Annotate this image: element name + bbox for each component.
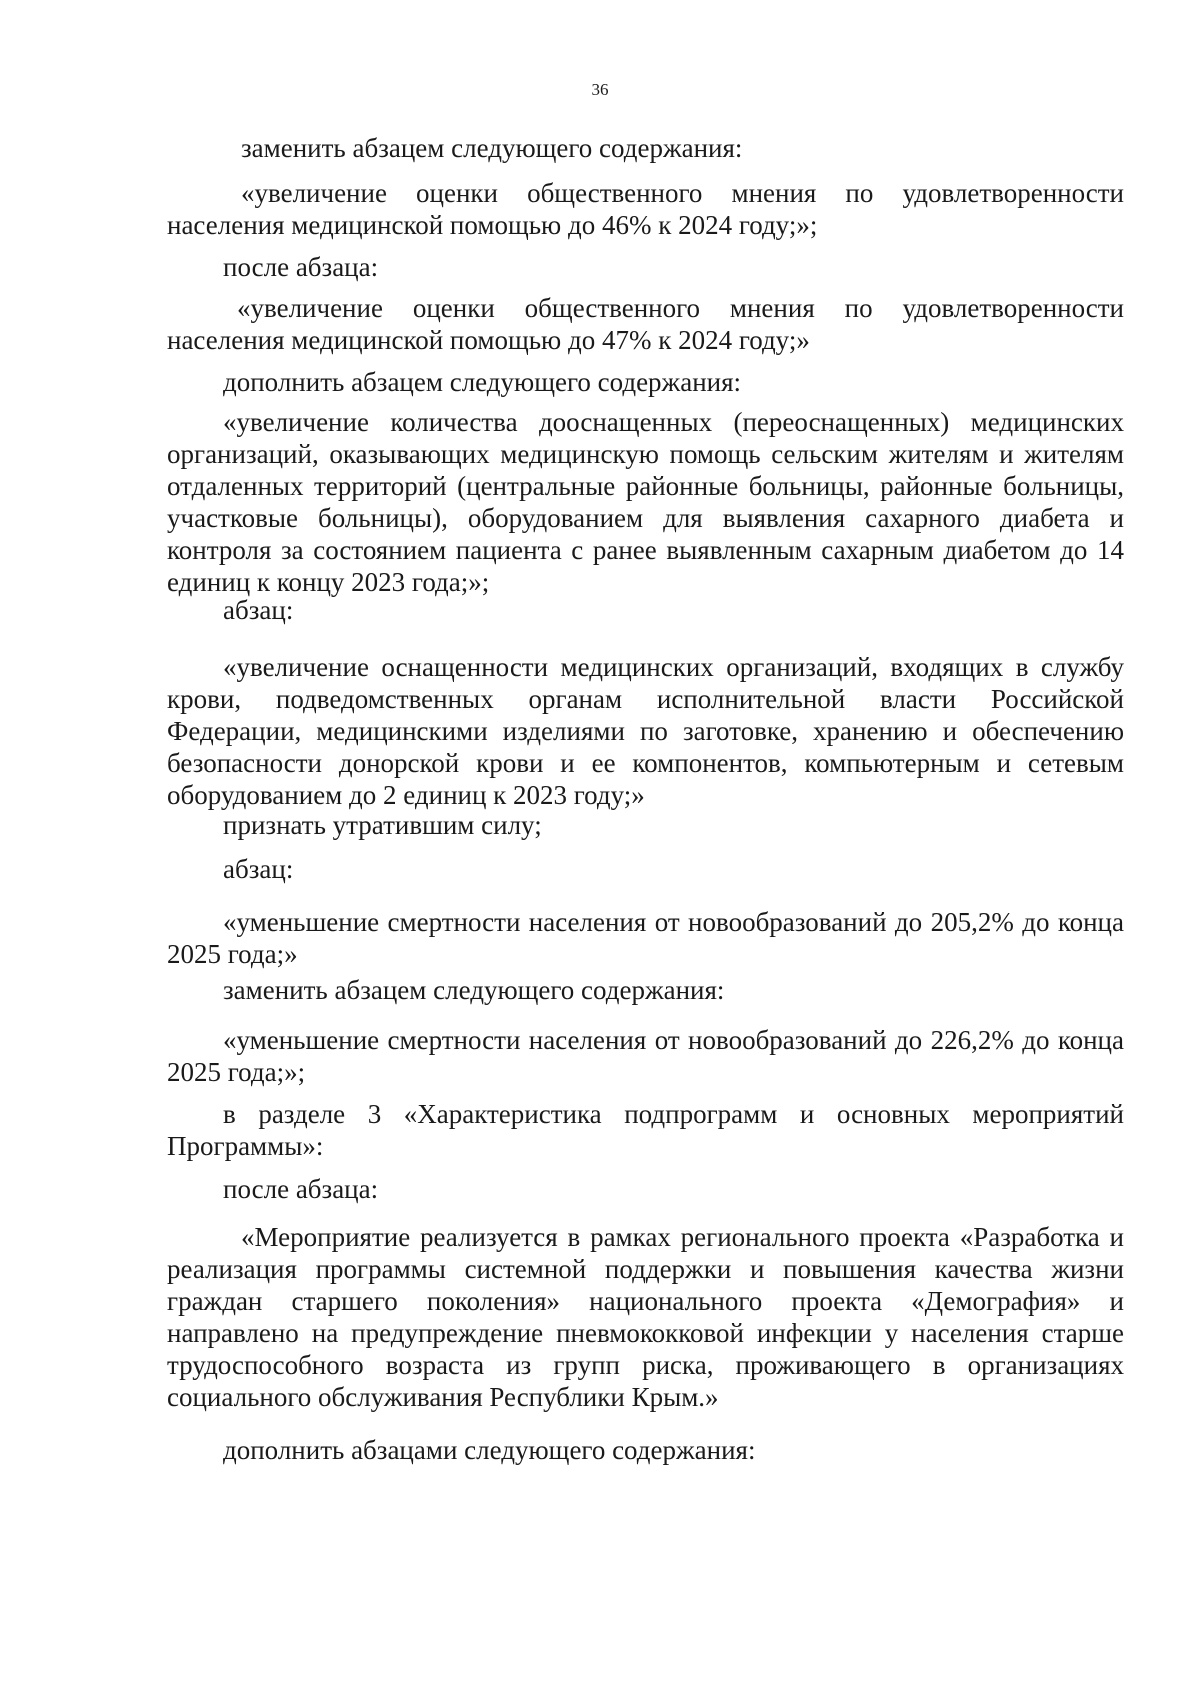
- paragraph: «уменьшение смертности населения от новообразований до 226,2% до конца 2025 года;»;: [167, 1025, 1124, 1087]
- paragraph: заменить абзацем следующего содержания:: [223, 975, 725, 1005]
- paragraph: абзац:: [223, 854, 294, 884]
- paragraph: «увеличение оценки общественного мнения по удовлетворенности населения медицинской помощью до 46% к 2024 году;»;: [167, 178, 1124, 240]
- paragraph: после абзаца:: [223, 252, 379, 282]
- paragraph: признать утратившим силу;: [223, 810, 542, 840]
- paragraph: «Мероприятие реализуется в рамках регионального проекта «Разработка и реализация программы системной поддержки и повышения качества жизни граждан старшего поколения» национального проекта «Демография» и направлено на предупреждение пневмококковой инфекции у населения старше трудоспособного возраста из групп риска, проживающего в организациях социального обслуживания Республики Крым.»: [167, 1222, 1124, 1412]
- paragraph: абзац:: [223, 595, 294, 625]
- page-number: 36: [591, 80, 609, 99]
- paragraph: заменить абзацем следующего содержания:: [241, 133, 743, 163]
- paragraph: дополнить абзацами следующего содержания:: [223, 1435, 756, 1465]
- paragraph: «увеличение оснащенности медицинских организаций, входящих в службу крови, подведомственных органам исполнительной власти Российской Федерации, медицинскими изделиями по заготовке, хранению и обеспечению безопасности донорской крови и ее компонентов, компьютерным и сетевым оборудованием до 2 единиц к 2023 году;»: [167, 652, 1124, 810]
- paragraph: в разделе 3 «Характеристика подпрограмм и основных мероприятий Программы»:: [167, 1099, 1124, 1161]
- paragraph: дополнить абзацем следующего содержания:: [223, 367, 742, 397]
- paragraph: «увеличение оценки общественного мнения по удовлетворенности населения медицинской помощью до 47% к 2024 году;»: [167, 293, 1124, 355]
- paragraph: «увеличение количества дооснащенных (переоснащенных) медицинских организаций, оказывающих медицинскую помощь сельским жителям и жителям отдаленных территорий (центральные районные больницы, районные больницы, участковые больницы), оборудованием для выявления сахарного диабета и контроля за состоянием пациента с ранее выявленным сахарным диабетом до 14 единиц к концу 2023 года;»;: [167, 407, 1124, 597]
- paragraph: «уменьшение смертности населения от новообразований до 205,2% до конца 2025 года;»: [167, 907, 1124, 969]
- paragraph: после абзаца:: [223, 1174, 379, 1204]
